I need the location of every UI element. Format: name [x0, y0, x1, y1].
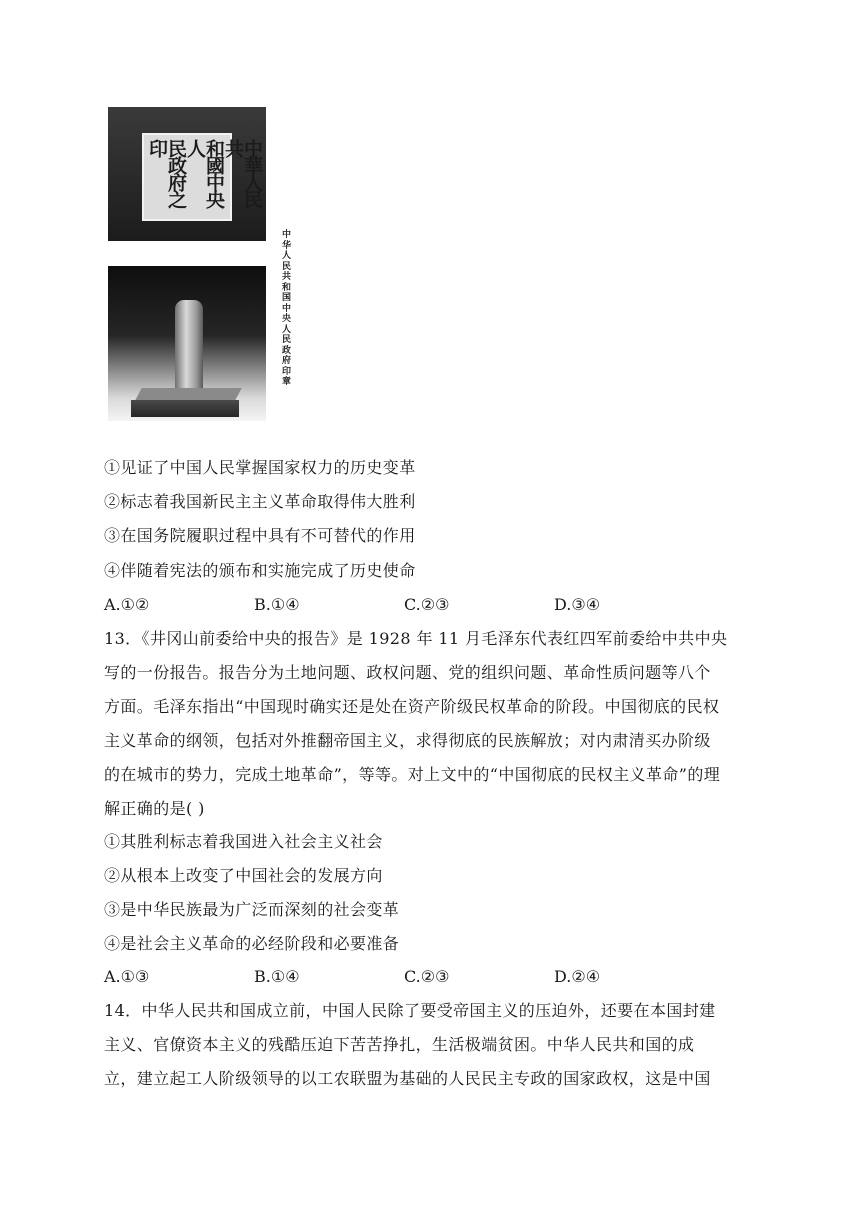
q13-stem-line: 13．《井冈山前委给中央的报告》是 1928 年 11 月毛泽东代表红四军前委给中共中央 [104, 629, 728, 648]
seal-caption: 中华人民共和国中央人民政府印章 [282, 230, 292, 387]
q12-option-a: A.①② [104, 595, 150, 614]
q13-option-b: B.①④ [254, 967, 300, 986]
seal-handle [175, 300, 203, 400]
q12-option-b: B.①④ [254, 595, 300, 614]
q12-option-c: C.②③ [404, 595, 450, 614]
q13-stem-line: 方面。毛泽东指出“中国现时确实还是处在资产阶级民权革命的阶段。中国彻底的民权 [104, 697, 720, 716]
seal-side-photo [108, 266, 266, 421]
seal-column: 中華人民共 [222, 139, 263, 207]
q13-statement-3: ③是中华民族最为广泛而深刻的社会变革 [104, 900, 400, 919]
q12-statement-4: ④伴随着宪法的颁布和实施完成了历史使命 [104, 561, 416, 580]
q13-stem-line: 主义革命的纲领，包括对外推翻帝国主义，求得彻底的民族解放；对内肃清买办阶级 [104, 731, 711, 750]
q13-stem-line: 的在城市的势力，完成土地革命”，等等。对上文中的“中国彻底的民权主义革命”的理 [104, 765, 721, 784]
q13-statement-2: ②从根本上改变了中国社会的发展方向 [104, 866, 383, 885]
q12-option-d: D.③④ [554, 595, 601, 614]
seal-column: 和國中央人 [184, 139, 225, 207]
q12-statement-1: ①见证了中国人民掌握国家权力的历史变革 [104, 458, 416, 477]
q14-stem-line: 主义、官僚资本主义的残酷压迫下苦苦挣扎，生活极端贫困。中华人民共和国的成 [104, 1035, 695, 1054]
q14-stem-line: 立，建立起工人阶级领导的以工农联盟为基础的人民民主专政的国家政权，这是中国 [104, 1069, 711, 1088]
q13-statement-4: ④是社会主义革命的必经阶段和必要准备 [104, 934, 400, 953]
seal-inscription [142, 133, 263, 221]
q12-statement-3: ③在国务院履职过程中具有不可替代的作用 [104, 526, 416, 545]
q13-option-d: D.②④ [554, 967, 601, 986]
q12-statement-2: ②标志着我国新民主主义革命取得伟大胜利 [104, 492, 416, 511]
seal-base-front [131, 400, 239, 417]
q13-option-c: C.②③ [404, 967, 450, 986]
q13-stem-line: 写的一份报告。报告分为土地问题、政权问题、党的组织问题、革命性质问题等八个 [104, 663, 711, 682]
q13-statement-1: ①其胜利标志着我国进入社会主义社会 [104, 832, 383, 851]
seal-column: 民政府之印 [146, 139, 187, 207]
q14-stem-line: 14．中华人民共和国成立前，中国人民除了要受帝国主义的压迫外，还要在本国封建 [104, 1001, 716, 1020]
q13-option-a: A.①③ [104, 967, 150, 986]
q13-stem-line: 解正确的是( ) [104, 799, 205, 818]
seal-face-photo [108, 107, 266, 241]
